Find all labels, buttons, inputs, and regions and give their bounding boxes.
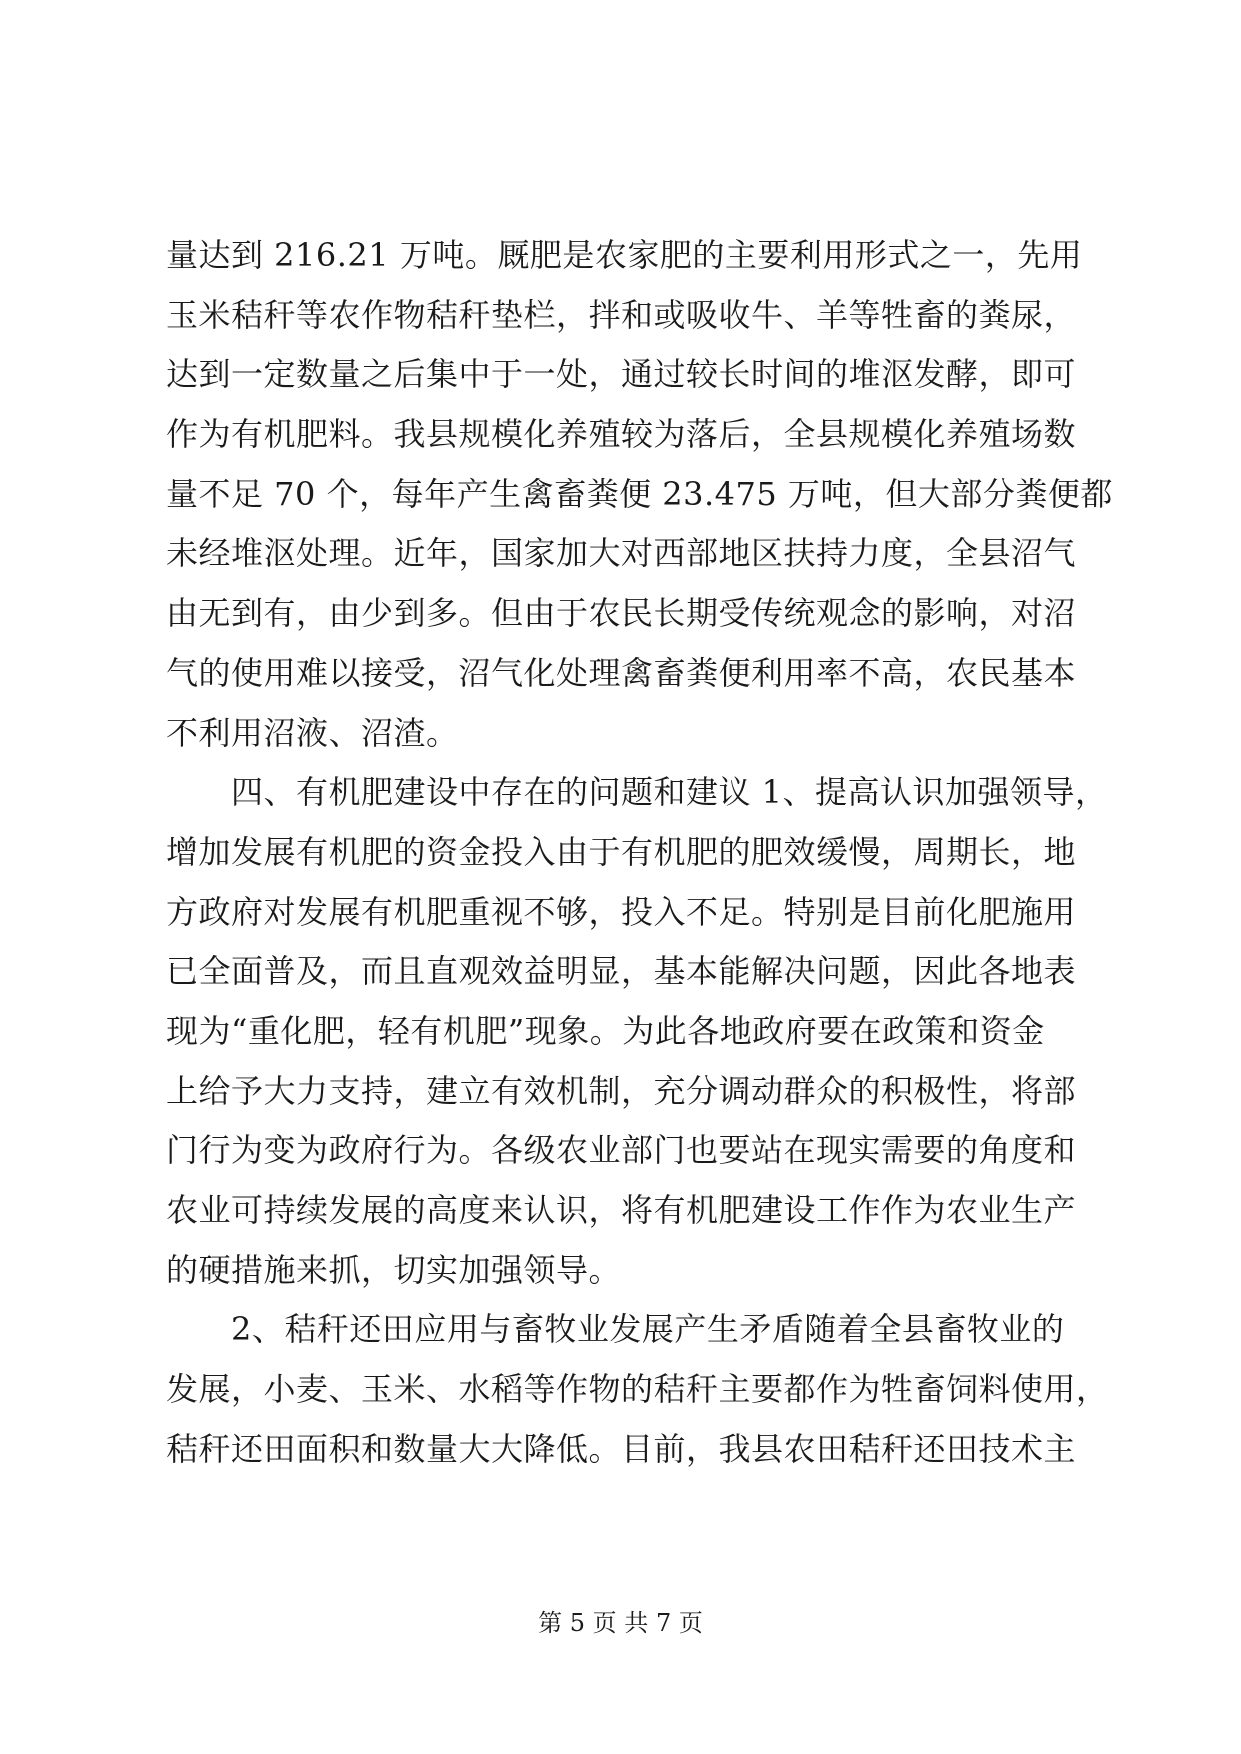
text-line: 的硬措施来抓，切实加强领导。 (166, 1250, 622, 1289)
text-line: 量达到 216.21 万吨。厩肥是农家肥的主要利用形式之一，先用 (166, 236, 1083, 274)
text-line: 秸秆还田面积和数量大大降低。目前，我县农田秸秆还田技术主 (166, 1429, 1077, 1468)
text-line: 量不足 70 个，每年产生禽畜粪便 23.475 万吨，但大部分粪便都 (166, 474, 1113, 513)
paragraph (166, 226, 1113, 763)
document-body (166, 226, 1113, 1479)
page-footer: 第 5 页 共 7 页 (538, 1609, 703, 1637)
text-line: 门行为变为政府行为。各级农业部门也要站在现实需要的角度和 (166, 1131, 1077, 1170)
text-line: 未经堆沤处理。近年，国家加大对西部地区扶持力度，全县沼气 (166, 534, 1077, 573)
text-line: 四、有机肥建设中存在的问题和建议 1、提高认识加强领导， (166, 773, 1108, 812)
paragraph (166, 763, 1108, 1300)
text-line: 作为有机肥料。我县规模化养殖较为落后，全县规模化养殖场数 (166, 415, 1077, 454)
text-line: 由无到有，由少到多。但由于农民长期受传统观念的影响，对沼 (166, 594, 1077, 633)
text-line: 增加发展有机肥的资金投入由于有机肥的肥效缓慢，周期长，地 (166, 832, 1077, 871)
text-line: 农业可持续发展的高度来认识，将有机肥建设工作作为农业生产 (166, 1191, 1077, 1229)
text-line: 气的使用难以接受，沼气化处理禽畜粪便利用率不高，农民基本 (166, 653, 1077, 692)
text-line: 达到一定数量之后集中于一处，通过较长时间的堆沤发酵，即可 (166, 355, 1077, 394)
paragraph (166, 1300, 1109, 1479)
text-line: 已全面普及，而且直观效益明显，基本能解决问题，因此各地表 (166, 952, 1077, 991)
text-line: 发展，小麦、玉米、水稻等作物的秸秆主要都作为牲畜饲料使用， (166, 1370, 1109, 1409)
text-line: 方政府对发展有机肥重视不够，投入不足。特别是目前化肥施用 (166, 892, 1077, 931)
text-line: 玉米秸秆等农作物秸秆垫栏，拌和或吸收牛、羊等牲畜的粪尿， (166, 295, 1077, 334)
text-line: 不利用沼液、沼渣。 (166, 713, 459, 752)
text-line: 2、秸秆还田应用与畜牧业发展产生矛盾随着全县畜牧业的 (166, 1310, 1065, 1349)
text-line: 上给予大力支持，建立有效机制，充分调动群众的积极性，将部 (166, 1071, 1077, 1110)
text-line: 现为“重化肥，轻有机肥”现象。为此各地政府要在政策和资金 (166, 1011, 1045, 1050)
